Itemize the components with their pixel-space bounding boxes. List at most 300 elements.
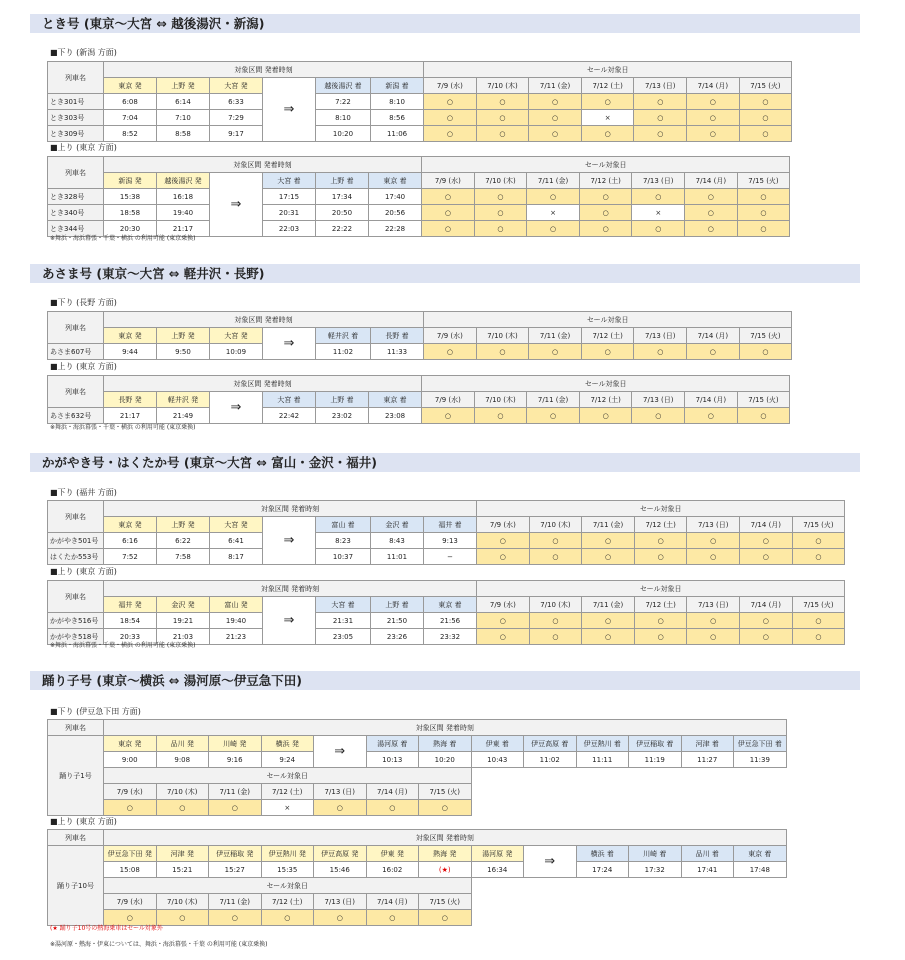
sale-status: ○ <box>685 408 738 424</box>
sale-date-header: 7/15 (火) <box>792 597 845 613</box>
arrival-station-header: 新潟 着 <box>371 78 424 94</box>
arrival-time: 8:10 <box>316 110 371 126</box>
sale-status: ○ <box>634 533 687 549</box>
departure-time: 6:08 <box>104 94 157 110</box>
sale-status: ○ <box>474 408 527 424</box>
arrival-station-header: 上野 着 <box>316 392 369 408</box>
arrival-station-header: 横浜 着 <box>576 846 629 862</box>
sale-date-header: 7/11 (金) <box>527 392 580 408</box>
sale-date-header: 7/9 (水) <box>422 173 475 189</box>
sale-status: ○ <box>261 910 314 926</box>
arrival-time: 20:50 <box>316 205 369 221</box>
sale-status: ○ <box>582 533 635 549</box>
train-name-header: 列車名 <box>48 62 104 94</box>
section-title: かがやき号・はくたか号 (東京〜大宮 ⇔ 富山・金沢・福井) <box>30 453 860 472</box>
departure-time: 21:49 <box>157 408 210 424</box>
timetable <box>47 61 792 142</box>
sale-date-header: 7/9 (水) <box>104 894 157 910</box>
departure-time: 6:22 <box>157 533 210 549</box>
sale-date-header: 7/15 (火) <box>739 78 792 94</box>
sale-status: ○ <box>156 910 209 926</box>
sale-status: ○ <box>634 613 687 629</box>
sale-date-header: 7/13 (日) <box>634 328 687 344</box>
sale-status: ○ <box>739 126 792 142</box>
departure-station-header: 富山 発 <box>210 597 263 613</box>
arrival-time: 23:26 <box>371 629 424 645</box>
timetable <box>47 580 845 645</box>
sale-status: ○ <box>687 549 740 565</box>
sale-status: ○ <box>792 533 845 549</box>
footnote: ※舞浜・海浜幕張・千葉・横浜 の利用可能 (東京乗換) <box>50 424 196 431</box>
table-row <box>48 110 792 126</box>
departure-time: 8:58 <box>157 126 210 142</box>
sale-date-header: 7/14 (月) <box>740 597 793 613</box>
sale-date-header: 7/14 (月) <box>687 328 740 344</box>
departure-time: 7:58 <box>157 549 210 565</box>
departure-station-header: 大宮 発 <box>210 78 263 94</box>
sale-status: ○ <box>529 533 582 549</box>
sale-status: ○ <box>529 549 582 565</box>
arrow-icon: ⇒ <box>210 173 263 237</box>
direction-label: ■上り (東京 方面) <box>50 817 117 826</box>
sale-status: ○ <box>632 189 685 205</box>
table-row <box>48 205 790 221</box>
sale-date-header: 7/15 (火) <box>737 173 790 189</box>
sale-status: ○ <box>474 205 527 221</box>
arrival-station-header: 大宮 着 <box>263 173 316 189</box>
sale-status: ○ <box>476 94 529 110</box>
train-name-header: 列車名 <box>48 501 104 533</box>
table-row <box>48 549 845 565</box>
departure-station-header: 大宮 発 <box>210 328 263 344</box>
arrival-station-header: 金沢 着 <box>371 517 424 533</box>
arrival-station-header: 上野 着 <box>316 173 369 189</box>
sale-status: ○ <box>687 126 740 142</box>
arrow-icon: ⇒ <box>263 78 316 142</box>
departure-time: 15:27 <box>209 862 262 878</box>
timetable <box>47 500 845 565</box>
arrival-time: 22:22 <box>316 221 369 237</box>
sale-date-header: 7/13 (日) <box>314 784 367 800</box>
arrival-time: 11:19 <box>629 752 682 768</box>
sale-status: ○ <box>739 94 792 110</box>
schedule-header: 対象区間 発着時刻 <box>104 830 787 846</box>
departure-station-header: 東京 発 <box>104 517 157 533</box>
sale-status: ○ <box>739 110 792 126</box>
sale-status: ○ <box>477 533 530 549</box>
arrival-station-header: 軽井沢 着 <box>316 328 371 344</box>
arrival-time: 22:42 <box>263 408 316 424</box>
section-title: とき号 (東京〜大宮 ⇔ 越後湯沢・新潟) <box>30 14 860 33</box>
direction-label: ■下り (伊豆急下田 方面) <box>50 707 141 716</box>
sale-date-header: 7/11 (金) <box>529 78 582 94</box>
schedule-header: 対象区間 発着時刻 <box>104 312 424 328</box>
departure-time: 7:10 <box>157 110 210 126</box>
arrival-time: 10:13 <box>366 752 419 768</box>
arrow-icon: ⇒ <box>524 846 577 878</box>
train-name: 踊り子1号 <box>48 736 104 816</box>
arrival-time: 21:56 <box>424 613 477 629</box>
sale-date-header: 7/9 (水) <box>424 328 477 344</box>
departure-time: (★) <box>419 862 472 878</box>
sale-date-header: 7/15 (火) <box>792 517 845 533</box>
sale-date-header: 7/13 (日) <box>687 597 740 613</box>
sale-status: ○ <box>477 613 530 629</box>
departure-time: 6:41 <box>210 533 263 549</box>
departure-time: 6:16 <box>104 533 157 549</box>
arrival-station-header: 伊豆急下田 着 <box>734 736 787 752</box>
arrival-time: 17:41 <box>681 862 734 878</box>
sale-date-header: 7/14 (月) <box>366 894 419 910</box>
departure-station-header: 熱海 発 <box>419 846 472 862</box>
sale-date-header: 7/10 (木) <box>474 392 527 408</box>
empty-cell <box>471 768 786 816</box>
sale-status: ○ <box>209 910 262 926</box>
sale-date-header: 7/11 (金) <box>582 597 635 613</box>
departure-time: 18:58 <box>104 205 157 221</box>
arrival-time: 21:31 <box>316 613 371 629</box>
arrival-time: 11:33 <box>371 344 424 360</box>
sale-status: ○ <box>740 549 793 565</box>
schedule-header: 対象区間 発着時刻 <box>104 376 422 392</box>
departure-station-header: 河津 発 <box>156 846 209 862</box>
sale-status: ○ <box>209 800 262 816</box>
sale-date-header: 7/13 (日) <box>314 894 367 910</box>
sale-status: ○ <box>529 629 582 645</box>
sale-status: × <box>632 205 685 221</box>
sale-date-header: 7/15 (火) <box>737 392 790 408</box>
departure-station-header: 金沢 発 <box>157 597 210 613</box>
arrival-time: 10:37 <box>316 549 371 565</box>
schedule-header: 対象区間 発着時刻 <box>104 501 477 517</box>
sale-date-header: 7/11 (金) <box>527 173 580 189</box>
departure-time: 9:50 <box>157 344 210 360</box>
sale-status: ○ <box>529 110 582 126</box>
departure-time: 7:29 <box>210 110 263 126</box>
timetable <box>47 375 790 424</box>
sale-status: ○ <box>529 344 582 360</box>
sale-status: ○ <box>419 800 472 816</box>
sale-status: ○ <box>422 408 475 424</box>
train-name-header: 列車名 <box>48 376 104 408</box>
departure-time: 15:38 <box>104 189 157 205</box>
sale-status: ○ <box>579 221 632 237</box>
arrival-time: 11:02 <box>524 752 577 768</box>
sale-date-header: 7/10 (木) <box>529 597 582 613</box>
sale-status: ○ <box>792 613 845 629</box>
departure-time: 15:35 <box>261 862 314 878</box>
departure-time: 19:21 <box>157 613 210 629</box>
sale-status: ○ <box>529 126 582 142</box>
sale-status: ○ <box>581 94 634 110</box>
departure-time: 7:04 <box>104 110 157 126</box>
arrival-time: 23:05 <box>316 629 371 645</box>
timetable <box>47 311 792 360</box>
departure-time: 9:16 <box>209 752 262 768</box>
departure-station-header: 湯河原 発 <box>471 846 524 862</box>
arrival-time: 17:32 <box>629 862 682 878</box>
direction-label: ■下り (福井 方面) <box>50 488 117 497</box>
arrival-time: 23:08 <box>369 408 422 424</box>
arrival-station-header: 大宮 着 <box>263 392 316 408</box>
sale-status: ○ <box>579 408 632 424</box>
departure-time: 15:46 <box>314 862 367 878</box>
train-name-header: 列車名 <box>48 581 104 613</box>
arrival-time: 11:02 <box>316 344 371 360</box>
arrival-time: 20:56 <box>369 205 422 221</box>
departure-time: 21:03 <box>157 629 210 645</box>
departure-time: 19:40 <box>157 205 210 221</box>
sale-status: ○ <box>527 221 580 237</box>
sale-status: ○ <box>422 189 475 205</box>
sale-status: ○ <box>739 344 792 360</box>
train-name-header: 列車名 <box>48 720 104 736</box>
arrival-station-header: 品川 着 <box>681 846 734 862</box>
arrival-time: 7:22 <box>316 94 371 110</box>
sale-days-header: セール対象日 <box>477 581 845 597</box>
sale-status: ○ <box>634 110 687 126</box>
arrival-time: − <box>424 549 477 565</box>
sale-days-header: セール対象日 <box>104 768 472 784</box>
sale-status: ○ <box>737 205 790 221</box>
arrival-station-header: 富山 着 <box>316 517 371 533</box>
arrival-time: 10:20 <box>316 126 371 142</box>
sale-date-header: 7/11 (金) <box>209 894 262 910</box>
departure-time: 8:52 <box>104 126 157 142</box>
sale-date-header: 7/14 (月) <box>685 392 738 408</box>
sale-date-header: 7/10 (木) <box>476 328 529 344</box>
sale-status: ○ <box>424 94 477 110</box>
train-name: とき344号 <box>48 221 104 237</box>
arrival-station-header: 東京 着 <box>369 173 422 189</box>
sale-status: ○ <box>634 94 687 110</box>
sale-date-header: 7/12 (土) <box>579 392 632 408</box>
sale-status: ○ <box>422 221 475 237</box>
sale-date-header: 7/10 (木) <box>474 173 527 189</box>
train-name: かがやき501号 <box>48 533 104 549</box>
sale-date-header: 7/12 (土) <box>261 784 314 800</box>
sale-status: ○ <box>582 549 635 565</box>
arrow-icon: ⇒ <box>210 392 263 424</box>
sale-status: ○ <box>737 408 790 424</box>
sale-date-header: 7/12 (土) <box>634 597 687 613</box>
sale-status: ○ <box>419 910 472 926</box>
schedule-header: 対象区間 発着時刻 <box>104 62 424 78</box>
arrival-time: 17:15 <box>263 189 316 205</box>
sale-date-header: 7/14 (月) <box>687 78 740 94</box>
sale-status: ○ <box>685 205 738 221</box>
departure-station-header: 品川 発 <box>156 736 209 752</box>
arrival-time: 21:50 <box>371 613 424 629</box>
departure-station-header: 東京 発 <box>104 78 157 94</box>
arrival-time: 8:43 <box>371 533 424 549</box>
direction-label: ■上り (東京 方面) <box>50 567 117 576</box>
sale-date-header: 7/15 (火) <box>419 894 472 910</box>
sale-status: ○ <box>527 189 580 205</box>
schedule-header: 対象区間 発着時刻 <box>104 157 422 173</box>
sale-date-header: 7/9 (水) <box>422 392 475 408</box>
arrival-station-header: 上野 着 <box>371 597 424 613</box>
train-name: あさま632号 <box>48 408 104 424</box>
arrival-time: 17:34 <box>316 189 369 205</box>
arrival-time: 8:23 <box>316 533 371 549</box>
sale-status: ○ <box>104 800 157 816</box>
timetable <box>47 719 787 816</box>
sale-status: × <box>261 800 314 816</box>
departure-time: 18:54 <box>104 613 157 629</box>
departure-time: 9:00 <box>104 752 157 768</box>
departure-station-header: 伊豆急下田 発 <box>104 846 157 862</box>
sale-date-header: 7/12 (土) <box>581 328 634 344</box>
departure-station-header: 大宮 発 <box>210 517 263 533</box>
arrow-icon: ⇒ <box>263 597 316 645</box>
sale-status: ○ <box>424 110 477 126</box>
sale-status: ○ <box>529 613 582 629</box>
sale-status: ○ <box>687 533 740 549</box>
sale-status: ○ <box>634 549 687 565</box>
arrival-time: 23:02 <box>316 408 369 424</box>
sale-status: × <box>527 205 580 221</box>
arrival-station-header: 伊豆稲取 着 <box>629 736 682 752</box>
sale-status: ○ <box>632 408 685 424</box>
departure-station-header: 横浜 発 <box>261 736 314 752</box>
arrival-time: 11:01 <box>371 549 424 565</box>
arrival-station-header: 川崎 着 <box>629 846 682 862</box>
timetable <box>47 829 787 926</box>
table-row <box>48 189 790 205</box>
table-row <box>48 408 790 424</box>
departure-time: 20:30 <box>104 221 157 237</box>
sale-date-header: 7/10 (木) <box>156 894 209 910</box>
departure-station-header: 伊豆稲取 発 <box>209 846 262 862</box>
departure-station-header: 上野 発 <box>157 328 210 344</box>
arrival-time: 11:11 <box>576 752 629 768</box>
sale-status: ○ <box>314 910 367 926</box>
arrival-station-header: 東京 着 <box>734 846 787 862</box>
sale-status: ○ <box>424 344 477 360</box>
arrival-station-header: 伊豆熱川 着 <box>576 736 629 752</box>
footnote: ※舞浜・海浜幕張・千葉・横浜 の利用可能 (東京乗換) <box>50 235 196 242</box>
arrival-time: 10:43 <box>471 752 524 768</box>
table-row <box>48 344 792 360</box>
sale-status: ○ <box>737 221 790 237</box>
train-name-header: 列車名 <box>48 157 104 189</box>
departure-time: 8:17 <box>210 549 263 565</box>
sale-status: ○ <box>740 629 793 645</box>
departure-station-header: 軽井沢 発 <box>157 392 210 408</box>
arrival-time: 8:10 <box>371 94 424 110</box>
sale-status: ○ <box>476 110 529 126</box>
arrival-time: 11:39 <box>734 752 787 768</box>
sale-status: ○ <box>314 800 367 816</box>
departure-station-header: 長野 発 <box>104 392 157 408</box>
arrival-station-header: 伊東 着 <box>471 736 524 752</box>
sale-status: ○ <box>634 344 687 360</box>
sale-date-header: 7/15 (火) <box>419 784 472 800</box>
departure-time: 20:33 <box>104 629 157 645</box>
departure-time: 9:08 <box>156 752 209 768</box>
departure-station-header: 越後湯沢 発 <box>157 173 210 189</box>
sale-status: ○ <box>582 613 635 629</box>
empty-cell <box>471 878 786 926</box>
sale-status: ○ <box>366 910 419 926</box>
departure-time: 19:40 <box>210 613 263 629</box>
sale-days-header: セール対象日 <box>424 62 792 78</box>
sale-status: ○ <box>687 629 740 645</box>
train-name: かがやき516号 <box>48 613 104 629</box>
sale-status: ○ <box>476 344 529 360</box>
departure-time: 21:23 <box>210 629 263 645</box>
sale-status: ○ <box>737 189 790 205</box>
sale-status: ○ <box>529 94 582 110</box>
sale-date-header: 7/9 (水) <box>477 597 530 613</box>
footnote: ※湯河原・熱海・伊東については、舞浜・海浜幕張・千葉 の利用可能 (東京乗換) <box>50 941 268 948</box>
section-title: 踊り子号 (東京〜横浜 ⇔ 湯河原〜伊豆急下田) <box>30 671 860 690</box>
sale-status: ○ <box>634 126 687 142</box>
departure-time: 21:17 <box>104 408 157 424</box>
sale-status: ○ <box>740 533 793 549</box>
footnote: ※舞浜・海浜幕張・千葉・横浜 の利用可能 (東京乗換) <box>50 642 196 649</box>
table-row <box>48 533 845 549</box>
arrival-time: 10:20 <box>419 752 472 768</box>
train-name: はくたか553号 <box>48 549 104 565</box>
sale-status: × <box>581 110 634 126</box>
departure-station-header: 伊東 発 <box>366 846 419 862</box>
sale-date-header: 7/12 (土) <box>579 173 632 189</box>
train-name: 踊り子10号 <box>48 846 104 926</box>
schedule-header: 対象区間 発着時刻 <box>104 720 787 736</box>
sale-status: ○ <box>792 549 845 565</box>
sale-status: ○ <box>687 110 740 126</box>
table-row <box>48 126 792 142</box>
arrival-time: 8:56 <box>371 110 424 126</box>
arrival-time: 22:28 <box>369 221 422 237</box>
departure-station-header: 川崎 発 <box>209 736 262 752</box>
sale-status: ○ <box>687 613 740 629</box>
sale-date-header: 7/13 (日) <box>634 78 687 94</box>
departure-time: 16:34 <box>471 862 524 878</box>
sale-date-header: 7/10 (木) <box>156 784 209 800</box>
arrow-icon: ⇒ <box>263 517 316 565</box>
sale-status: ○ <box>740 613 793 629</box>
sale-date-header: 7/13 (日) <box>687 517 740 533</box>
sale-status: ○ <box>582 629 635 645</box>
departure-station-header: 伊豆熱川 発 <box>261 846 314 862</box>
arrival-station-header: 福井 着 <box>424 517 477 533</box>
timetable <box>47 156 790 237</box>
departure-time: 10:09 <box>210 344 263 360</box>
sale-date-header: 7/9 (水) <box>424 78 477 94</box>
arrival-station-header: 伊豆高原 着 <box>524 736 577 752</box>
sale-status: ○ <box>104 910 157 926</box>
arrival-time: 11:27 <box>681 752 734 768</box>
departure-time: 9:24 <box>261 752 314 768</box>
departure-station-header: 福井 発 <box>104 597 157 613</box>
direction-label: ■上り (東京 方面) <box>50 143 117 152</box>
train-name: とき301号 <box>48 94 104 110</box>
sale-date-header: 7/11 (金) <box>582 517 635 533</box>
sale-date-header: 7/13 (日) <box>632 173 685 189</box>
arrival-time: 23:32 <box>424 629 477 645</box>
train-name: とき328号 <box>48 189 104 205</box>
arrival-station-header: 越後湯沢 着 <box>316 78 371 94</box>
arrival-time: 20:31 <box>263 205 316 221</box>
sale-status: ○ <box>579 205 632 221</box>
departure-time: 9:17 <box>210 126 263 142</box>
schedule-header: 対象区間 発着時刻 <box>104 581 477 597</box>
sale-status: ○ <box>156 800 209 816</box>
departure-time: 16:18 <box>157 189 210 205</box>
